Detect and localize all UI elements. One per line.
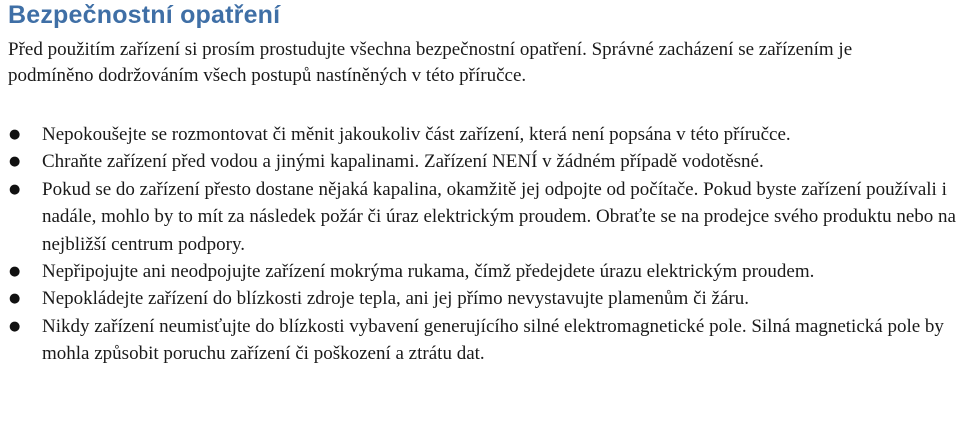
list-item — [0, 285, 958, 312]
list-item — [0, 176, 958, 258]
bullet-dot-icon: ● — [9, 127, 21, 142]
list-item-text: Chraňte zařízení před vodou a jinými kapalinami. Zařízení NENÍ v žádném případě vodotěsné. — [42, 151, 764, 173]
bullet-dot-icon: ● — [9, 181, 21, 197]
bullet-dot-icon: ● — [9, 318, 21, 334]
list-item — [0, 258, 958, 285]
list-item-text: Nepokládejte zařízení do blízkosti zdroje tepla, ani jej přímo nevystavujte plamenům či žáru. — [42, 288, 749, 310]
list-item — [0, 148, 958, 175]
list-item-text: Nepokoušejte se rozmontovat či měnit jakoukoliv část zařízení, která není popsána v této příručce. — [42, 124, 791, 145]
list-item-text: Nepřipojujte ani neodpojujte zařízení mokrýma rukama, čímž předejdete úrazu elektrickým proudem. — [42, 261, 815, 283]
list-item — [0, 313, 958, 368]
bullet-dot-icon: ● — [9, 291, 21, 307]
list-item-text: Pokud se do zařízení přesto dostane nějaká kapalina, okamžitě jej odpojte od počítače. Pokud byste zařízení používali i nadále, mohlo by to mít za následek požár či úraz elektrickým proudem. Obraťte se na prodejce svého produktu nebo na nejbližší centrum podpory. — [42, 178, 956, 255]
list-item — [0, 121, 958, 148]
section-heading: Bezpečnostní opatření — [8, 1, 281, 29]
intro-paragraph: Před použitím zařízení si prosím prostudujte všechna bezpečnostní opatření. Správné zacházení se zařízením je podmíněno dodržováním všech postupů nastíněných v této příručce. — [8, 39, 853, 86]
bullet-dot-icon: ● — [9, 154, 21, 170]
safety-rules-list — [0, 121, 958, 368]
bullet-dot-icon: ● — [9, 264, 21, 280]
list-item-text: Nikdy zařízení neumisťujte do blízkosti vybavení generujícího silné elektromagnetické pole. Silná magnetická pole by mohla způsobit poruchu zařízení či poškození a ztrátu dat. — [42, 315, 944, 365]
